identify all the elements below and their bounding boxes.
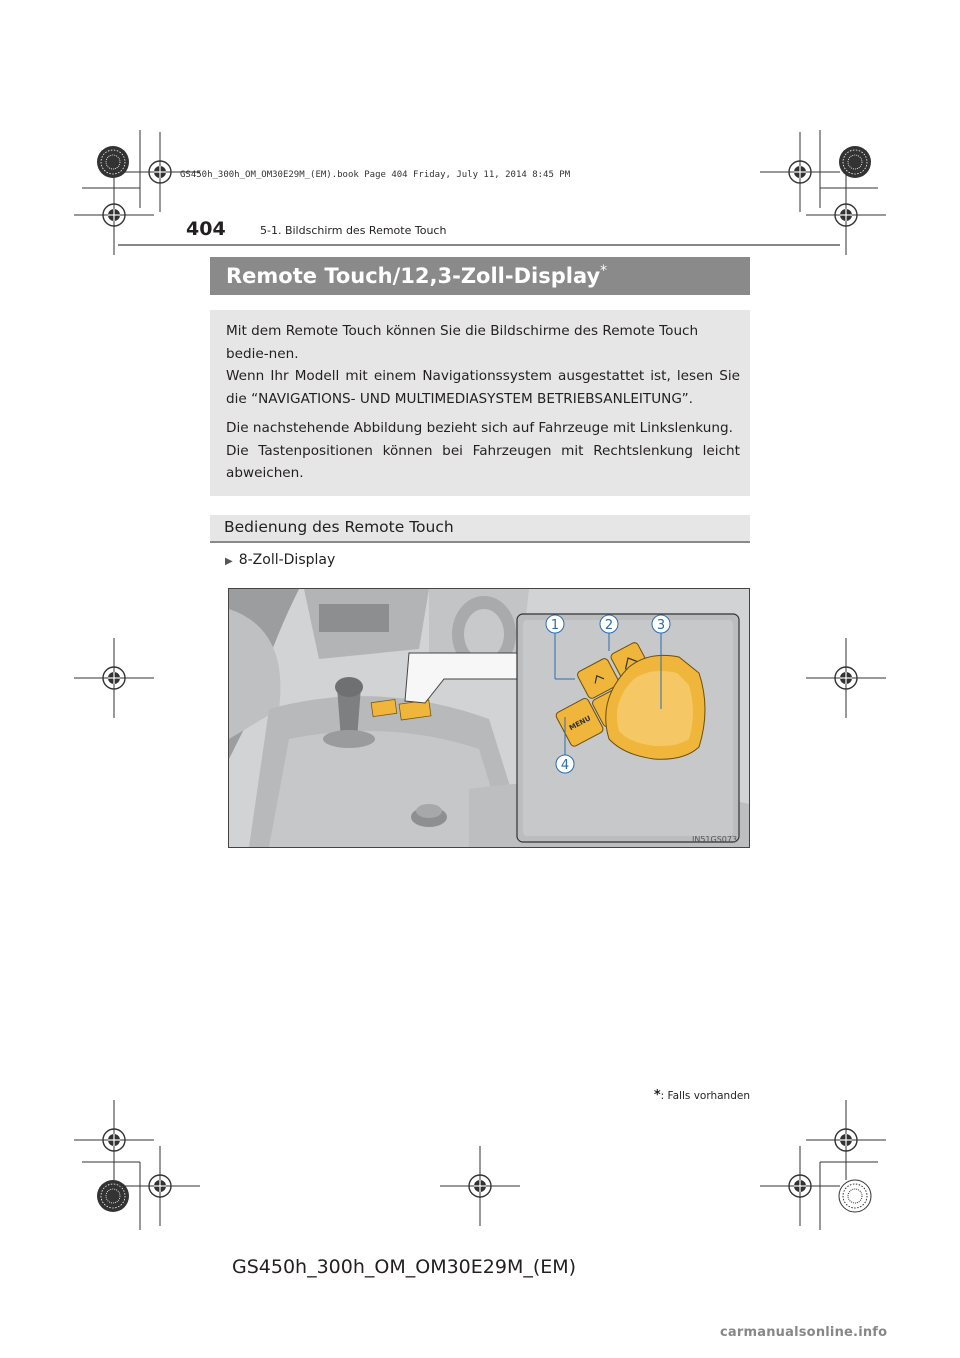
illustration [228,588,750,848]
subheading: Bedienung des Remote Touch [224,518,454,536]
figure-id: IN51GS073 [692,835,738,844]
footnote-marker: * [653,1088,661,1103]
page-number: 404 [186,218,226,240]
page-title [226,263,607,288]
intro-paragraph-1: Mit dem Remote Touch können Sie die Bildschirme des Remote Touch bedie-nen. [226,323,699,362]
callout-4: 4 [560,758,570,773]
bullet-arrow-icon: ▶ [225,556,233,567]
header-rule [118,244,840,246]
subheading-bar [210,515,750,543]
footnote-text: : Falls vorhanden [660,1090,750,1102]
intro-box [210,310,750,496]
menu-button-label: MENU [567,714,593,733]
callout-2: 2 [604,618,614,633]
console-illustration [229,589,749,847]
intro-paragraph-2: Wenn Ihr Modell mit einem Navigationssystem ausgestattet ist, lesen Sie die “NAVIGATIONS- UND MULTIMEDIASYSTEM BETRIEBSANLEITUNG”. [226,368,740,407]
title-asterisk: * [600,263,608,279]
print-header: GS450h_300h_OM_OM30E29M_(EM).book Page 404 Friday, July 11, 2014 8:45 PM [180,170,571,180]
title-bar [210,257,750,295]
callout-1: 1 [550,618,560,633]
callout-3: 3 [656,618,666,633]
section-title: 5-1. Bildschirm des Remote Touch [260,224,447,237]
page-title-text: Remote Touch/12,3-Zoll-Display [226,264,601,288]
intro-paragraph-3: Die nachstehende Abbildung bezieht sich auf Fahrzeuge mit Linkslenkung. [226,420,733,436]
watermark: carmanualsonline.info [720,1325,888,1340]
document-id: GS450h_300h_OM_OM30E29M_(EM) [232,1256,577,1278]
bullet-item [225,552,335,568]
intro-paragraph-4: Die Tastenpositionen können bei Fahrzeugen mit Rechtslenkung leicht abweichen. [226,442,740,481]
bullet-text: 8-Zoll-Display [238,552,336,568]
footnote [600,1088,750,1103]
